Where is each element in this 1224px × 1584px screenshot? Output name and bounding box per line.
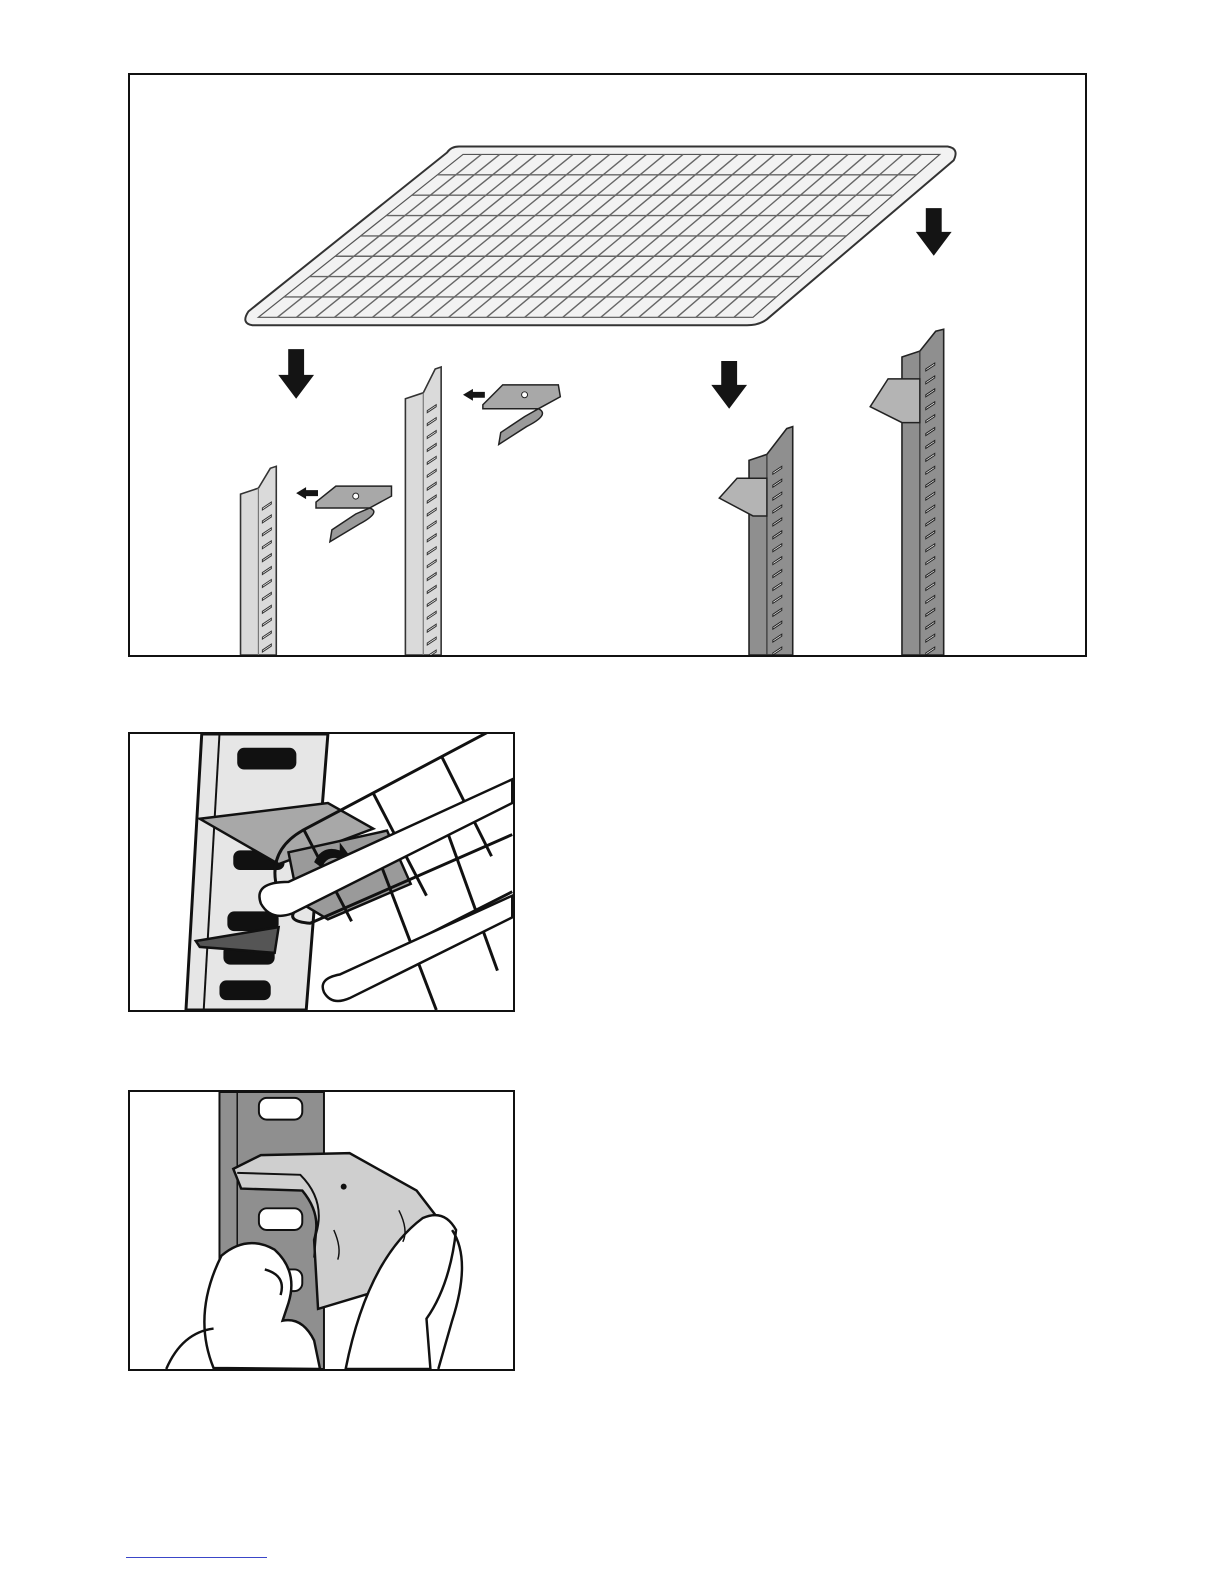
figure-clip-detail	[128, 732, 515, 1012]
figure-shelf-installation	[128, 73, 1087, 657]
down-arrow-icon	[916, 208, 952, 256]
figure-hand-insert	[128, 1090, 515, 1371]
footer-rule	[126, 1557, 267, 1558]
left-arrow-icon	[296, 487, 318, 499]
shelf-rail-icon	[405, 367, 441, 655]
shelf-clip-icon	[870, 379, 920, 423]
down-arrow-icon	[711, 361, 747, 409]
wire-shelf-icon	[245, 147, 955, 326]
shelf-clip-icon	[316, 486, 391, 542]
down-arrow-icon	[278, 349, 314, 399]
shelf-rail-icon	[902, 329, 944, 655]
shelf-rail-icon	[241, 466, 277, 655]
shelf-rail-icon	[749, 427, 793, 655]
left-arrow-icon	[463, 389, 485, 401]
shelf-clip-icon	[719, 478, 767, 516]
shelf-clip-icon	[483, 385, 560, 445]
